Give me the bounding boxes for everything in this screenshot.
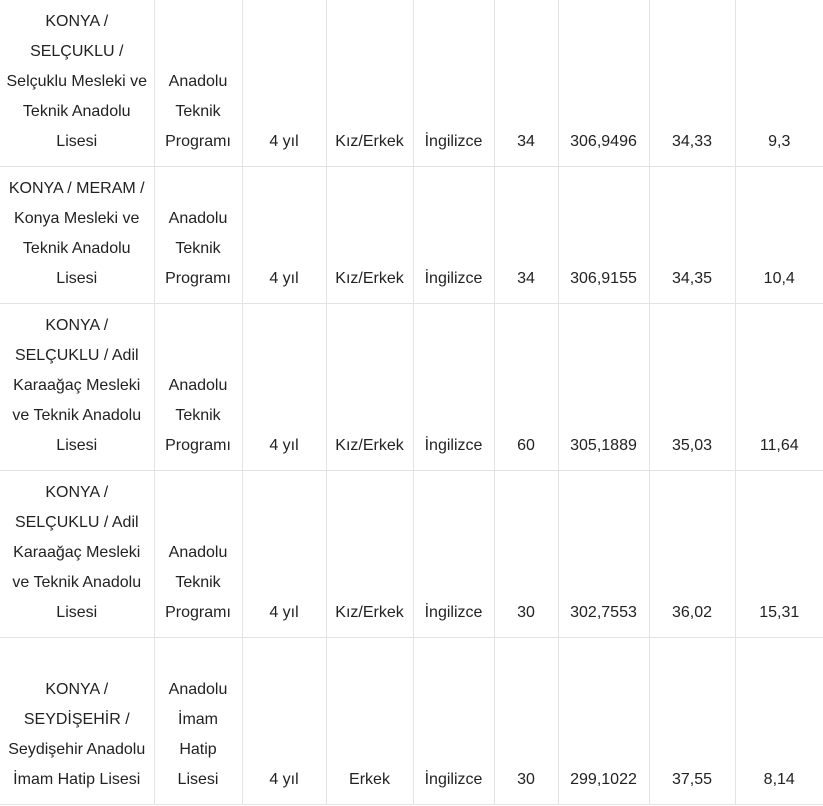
school-name-cell: KONYA / SELÇUKLU / Selçuklu Mesleki ve Teknik Anadolu Lisesi: [0, 0, 154, 167]
percentile-cell: 37,55: [649, 638, 735, 805]
percentile-cell: 34,33: [649, 0, 735, 167]
duration-cell: 4 yıl: [242, 304, 326, 471]
language-cell: İngilizce: [413, 638, 494, 805]
language-cell: İngilizce: [413, 167, 494, 304]
school-type-cell: Anadolu İmam Hatip Lisesi: [154, 638, 242, 805]
percentile-cell: 36,02: [649, 471, 735, 638]
school-type-cell: Anadolu Teknik Programı: [154, 0, 242, 167]
table-row: [0, 167, 823, 304]
school-name-cell: KONYA / MERAM / Konya Mesleki ve Teknik Anadolu Lisesi: [0, 167, 154, 304]
language-cell: İngilizce: [413, 471, 494, 638]
percentile-cell: 34,35: [649, 167, 735, 304]
percentile-cell: 35,03: [649, 304, 735, 471]
language-cell: İngilizce: [413, 0, 494, 167]
school-name-cell: KONYA / SELÇUKLU / Adil Karaağaç Mesleki ve Teknik Anadolu Lisesi: [0, 304, 154, 471]
table-row: [0, 304, 823, 471]
percentile-secondary-cell: 15,31: [735, 471, 823, 638]
table-row: [0, 0, 823, 167]
score-cell: 306,9155: [558, 167, 649, 304]
score-cell: 302,7553: [558, 471, 649, 638]
quota-cell: 34: [494, 0, 558, 167]
school-type-cell: Anadolu Teknik Programı: [154, 304, 242, 471]
school-type-cell: Anadolu Teknik Programı: [154, 471, 242, 638]
gender-cell: Kız/Erkek: [326, 167, 413, 304]
percentile-secondary-cell: 11,64: [735, 304, 823, 471]
score-cell: 306,9496: [558, 0, 649, 167]
duration-cell: 4 yıl: [242, 471, 326, 638]
duration-cell: 4 yıl: [242, 638, 326, 805]
gender-cell: Kız/Erkek: [326, 471, 413, 638]
school-name-cell: KONYA / SEYDİŞEHİR / Seydişehir Anadolu İmam Hatip Lisesi: [0, 638, 154, 805]
gender-cell: Erkek: [326, 638, 413, 805]
quota-cell: 30: [494, 471, 558, 638]
table-row: [0, 638, 823, 805]
percentile-secondary-cell: 9,3: [735, 0, 823, 167]
quota-cell: 30: [494, 638, 558, 805]
score-cell: 305,1889: [558, 304, 649, 471]
percentile-secondary-cell: 8,14: [735, 638, 823, 805]
gender-cell: Kız/Erkek: [326, 0, 413, 167]
school-name-cell: KONYA / SELÇUKLU / Adil Karaağaç Mesleki ve Teknik Anadolu Lisesi: [0, 471, 154, 638]
quota-cell: 34: [494, 167, 558, 304]
duration-cell: 4 yıl: [242, 167, 326, 304]
language-cell: İngilizce: [413, 304, 494, 471]
table-row: [0, 471, 823, 638]
percentile-secondary-cell: 10,4: [735, 167, 823, 304]
score-cell: 299,1022: [558, 638, 649, 805]
quota-cell: 60: [494, 304, 558, 471]
school-type-cell: Anadolu Teknik Programı: [154, 167, 242, 304]
duration-cell: 4 yıl: [242, 0, 326, 167]
gender-cell: Kız/Erkek: [326, 304, 413, 471]
